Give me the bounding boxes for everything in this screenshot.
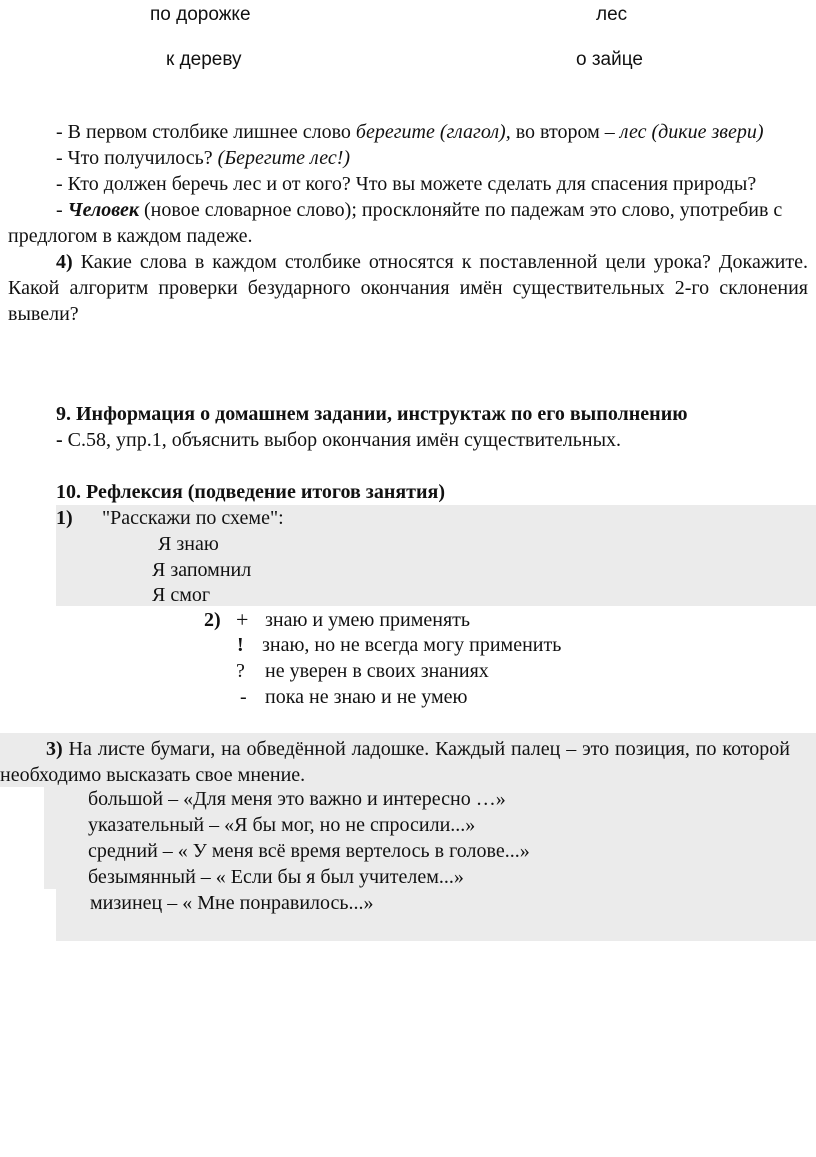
finger-little: мизинец – « Мне понравилось...»: [90, 892, 374, 914]
finger-ring: безымянный – « Если бы я был учителем...»: [88, 866, 464, 888]
item-1-number: 1): [56, 507, 73, 529]
discussion-block: [8, 119, 808, 327]
homework-line: - С.58, упр.1, объяснить выбор окончания имён существительных.: [56, 429, 622, 451]
word-col2-row1: лес: [596, 4, 628, 25]
legend-text-dash: пока не знаю и не умею: [265, 686, 468, 708]
scheme-line-3: Я смог: [152, 584, 211, 606]
paragraph-result: - Что получилось? (Берегите лес!): [56, 147, 351, 169]
finger-middle: средний – « У меня всё время вертелось в голове...»: [88, 840, 530, 862]
word-col1-row2: к дереву: [166, 49, 242, 70]
scheme-line-1: Я знаю: [158, 533, 219, 555]
legend-symbol-dash: -: [240, 686, 247, 708]
paragraph-task-4: 4) Какие слова в каждом столбике относятся к поставленной цели урока? Докажите. Какой алгоритм проверки безударного окончания имён существительных 2-го склонения вывели?: [8, 251, 808, 325]
paragraph-question: - Кто должен беречь лес и от кого? Что вы можете сделать для спасения природы?: [56, 173, 757, 195]
item-2-number: 2): [204, 609, 221, 631]
legend-symbol-exclamation: !: [237, 634, 244, 656]
item-1-text: "Расскажи по схеме":: [102, 507, 284, 529]
paragraph-new-word: - Человек (новое словарное слово); просклоняйте по падежам это слово, употребив с предлогом в каждом падеже.: [8, 199, 783, 247]
finger-thumb: большой – «Для меня это важно и интересно …»: [88, 788, 506, 810]
legend-text-exclamation: знаю, но не всегда могу применить: [262, 634, 562, 656]
item-3-paragraph: 3) На листе бумаги, на обведённой ладошке. Каждый палец – это позиция, по которой необходимо высказать свое мнение.: [0, 738, 790, 786]
legend-text-question: не уверен в своих знаниях: [265, 660, 489, 682]
section-9-title: 9. Информация о домашнем задании, инструктаж по его выполнению: [56, 403, 688, 425]
legend-symbol-question: ?: [236, 660, 245, 682]
paragraph-odd-word: - В первом столбике лишнее слово берегите (глагол), во втором – лес (дикие звери): [56, 121, 764, 143]
word-col1-row1: по дорожке: [150, 4, 251, 25]
scheme-line-2: Я запомнил: [152, 559, 252, 581]
legend-text-plus: знаю и умею применять: [265, 609, 471, 631]
legend-symbol-plus: +: [236, 607, 249, 632]
finger-index: указательный – «Я бы мог, но не спросили...»: [88, 814, 476, 836]
word-col2-row2: о зайце: [576, 49, 643, 70]
section-10-title: 10. Рефлексия (подведение итогов занятия): [56, 481, 445, 503]
